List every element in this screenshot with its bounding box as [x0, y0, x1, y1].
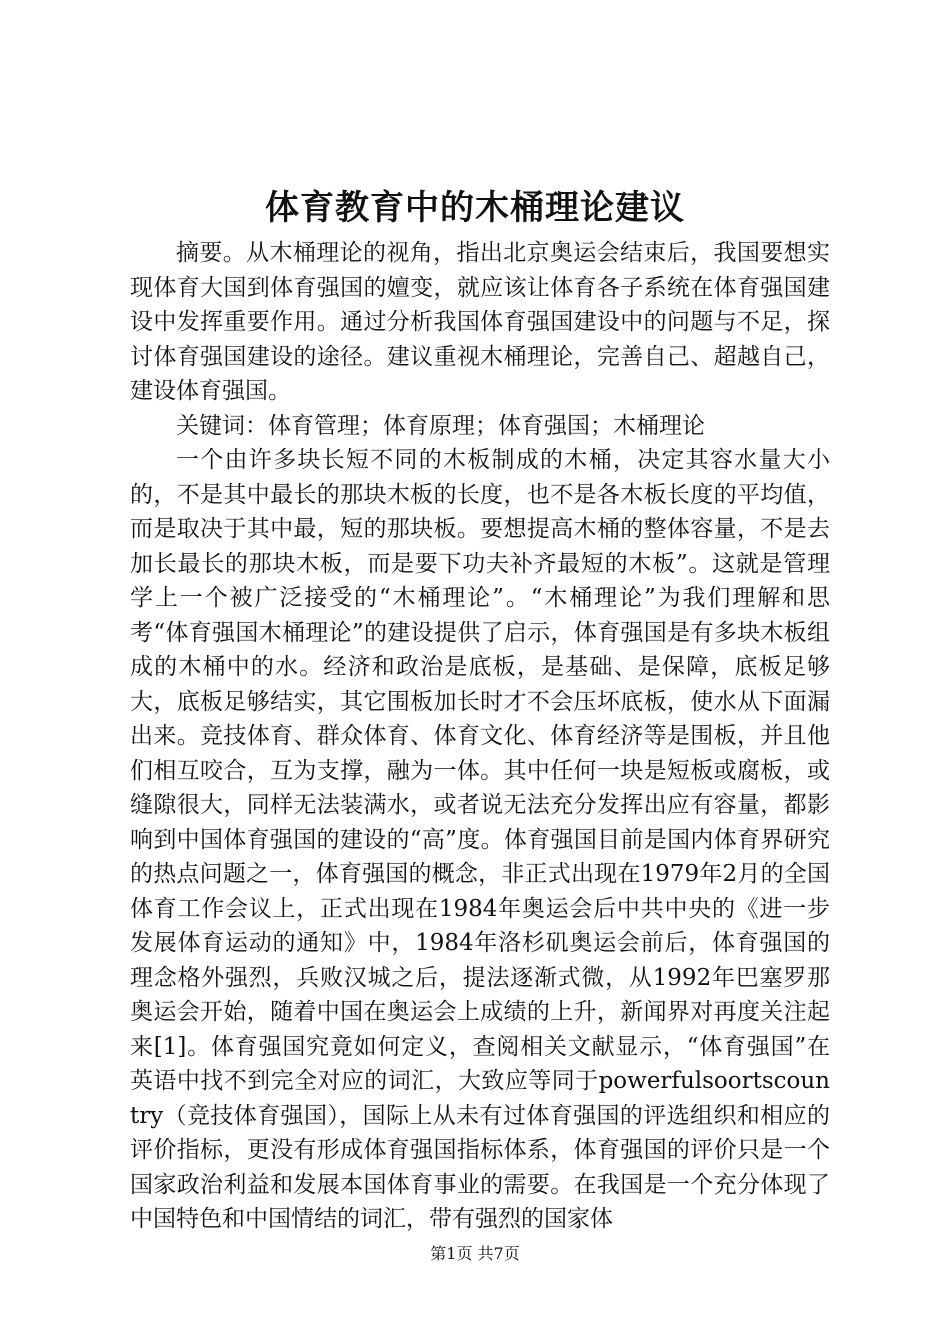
- document-title: 体育教育中的木桶理论建议: [265, 188, 685, 228]
- abstract-paragraph: 摘要。从木桶理论的视角，指出北京奥运会结束后，我国要想实现体育大国到体育强国的嬗变，就应该让体育各子系统在体育强国建设中发挥重要作用。通过分析我国体育强国建设中的问题与不足，探讨体育强国建设的途径。建议重视木桶理论，完善自己、超越自己，建设体育强国。: [130, 240, 830, 404]
- body-paragraph: 一个由许多块长短不同的木板制成的木桶，决定其容水量大小的，不是其中最长的那块木板的长度，也不是各木板长度的平均值，而是取决于其中最，短的那块板。要想提高木桶的整体容量，不是去加长最长的那块木板，而是要下功夫补齐最短的木板”。这就是管理学上一个被广泛接受的“木桶理论”。“木桶理论”为我们理解和思考“体育强国木桶理论”的建设提供了启示，体育强国是有多块木板组成的木桶中的水。经济和政治是底板，是基础、是保障，底板足够大，底板足够结实，其它围板加长时才不会压坏底板，使水从下面漏出来。竞技体育、群众体育、体育文化、体育经济等是围板，并且他们相互咬合，互为支撑，融为一体。其中任何一块是短板或腐板，或缝隙很大，同样无法装满水，或者说无法充分发挥出应有容量，都影响到中国体育强国的建设的“高”度。体育强国目前是国内体育界研究的热点问题之一，体育强国的概念，非正式出现在1979年2月的全国体育工作会议上，正式出现在1984年奥运会后中共中央的《进一步发展体育运动的通知》中，1984年洛杉矶奥运会前后，体育强国的理念格外强烈，兵败汉城之后，提法逐渐式微，从1992年巴塞罗那奥运会开始，随着中国在奥运会上成绩的上升，新闻界对再度关注起来[1]。体育强国究竟如何定义，查阅相关文献显示，“体育强国”在英语中找不到完全对应的词汇，大致应等同于powerfulsoortscountry（竞技体育强国），国际上从未有过体育强国的评选组织和相应的评价指标，更没有形成体育强国指标体系，体育强国的评价只是一个国家政治利益和发展本国体育事业的需要。在我国是一个充分体现了中国特色和中国情结的词汇，带有强烈的国家体: [130, 447, 830, 1232]
- page-footer: 第1页 共7页: [430, 1244, 520, 1263]
- keywords-paragraph: 关键词：体育管理；体育原理；体育强国；木桶理论: [176, 412, 705, 439]
- document-body: [130, 236, 830, 1237]
